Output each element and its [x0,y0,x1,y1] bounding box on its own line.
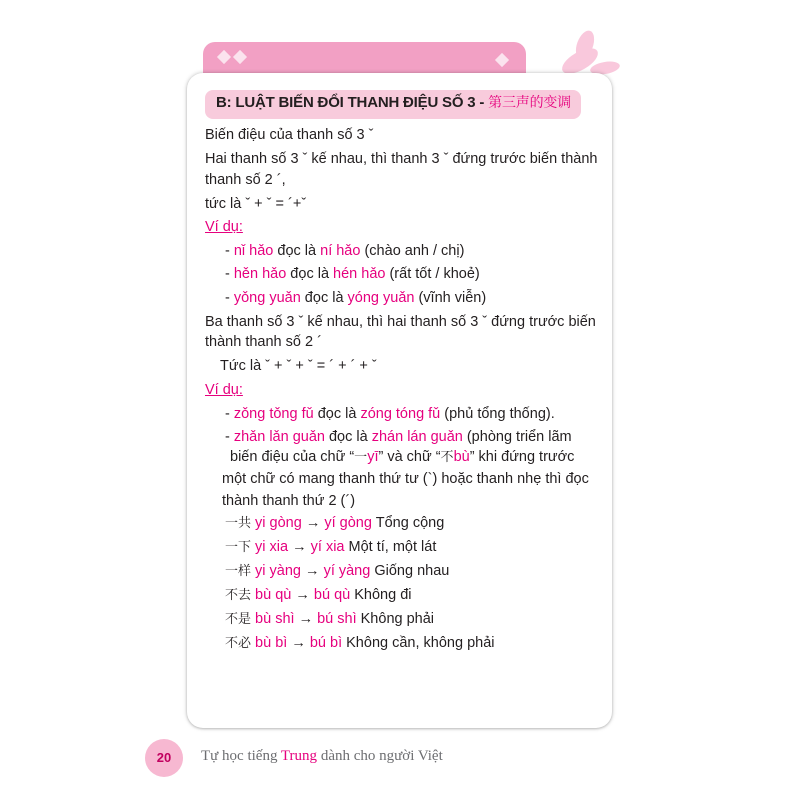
example-row: - zhǎn lǎn guǎn đọc là zhán lán guǎn (phòng triển lãm [225,429,572,445]
yibu-rule-line: thành thanh thứ 2 (´) [222,493,356,509]
example-row: - nǐ hǎo đọc là ní hǎo (chào anh / chị) [225,243,465,259]
rule-line: thành thanh số 2 ´ [205,334,322,350]
intro-line: tức là ˇ + ˇ = ´+ˇ [205,196,307,212]
example-row: - zǒng tǒng fǔ đọc là zóng tóng fǔ (phủ tổng thống). [225,406,555,422]
yibu-rule-line: một chữ có mang thanh thứ tư (`) hoặc thanh nhẹ thì đọc [222,471,589,487]
section-title-text: B: LUẬT BIẾN ĐỔI THANH ĐIỆU SỐ 3 - [216,94,489,111]
section-title [216,92,571,114]
section-title-chinese: 第三声的变调 [488,95,571,111]
word-row: 不去 bù qù → bú qù Không đi [225,587,412,603]
word-row: 不是 bù shì → bú shì Không phải [225,611,435,627]
example-row: - yǒng yuǎn đọc là yóng yuǎn (vĩnh viễn) [225,290,487,306]
word-row: 一共 yi gòng → yí gòng Tổng cộng [225,515,445,531]
rule-line: Tức là ˇ + ˇ + ˇ = ´ + ´ + ˇ [220,358,377,374]
intro-line: thanh số 2 ´, [205,172,286,188]
intro-line: Hai thanh số 3 ˇ kế nhau, thì thanh 3 ˇ đứng trước biến thành [205,151,598,167]
rule-line: Ba thanh số 3 ˇ kế nhau, thì hai thanh số 3 ˇ đứng trước biến [205,314,596,330]
book-title: Tự học tiếng Trung dành cho người Việt [201,748,443,764]
word-row: 一样 yi yàng → yí yàng Giống nhau [225,563,450,579]
yibu-rule-line: biến điệu của chữ “一yī” và chữ “不bù” khi đứng trước [230,449,575,465]
word-row: 一下 yi xia → yí xia Một tí, một lát [225,539,437,555]
example-label: Ví dụ: [205,219,243,235]
example-label: Ví dụ: [205,382,243,398]
intro-line: Biến điệu của thanh số 3 ˇ [205,127,374,143]
example-row: - hěn hǎo đọc là hén hǎo (rất tốt / khoẻ) [225,266,480,282]
word-row: 不必 bù bì → bú bì Không cần, không phải [225,635,495,651]
page-number: 20 [145,739,183,777]
